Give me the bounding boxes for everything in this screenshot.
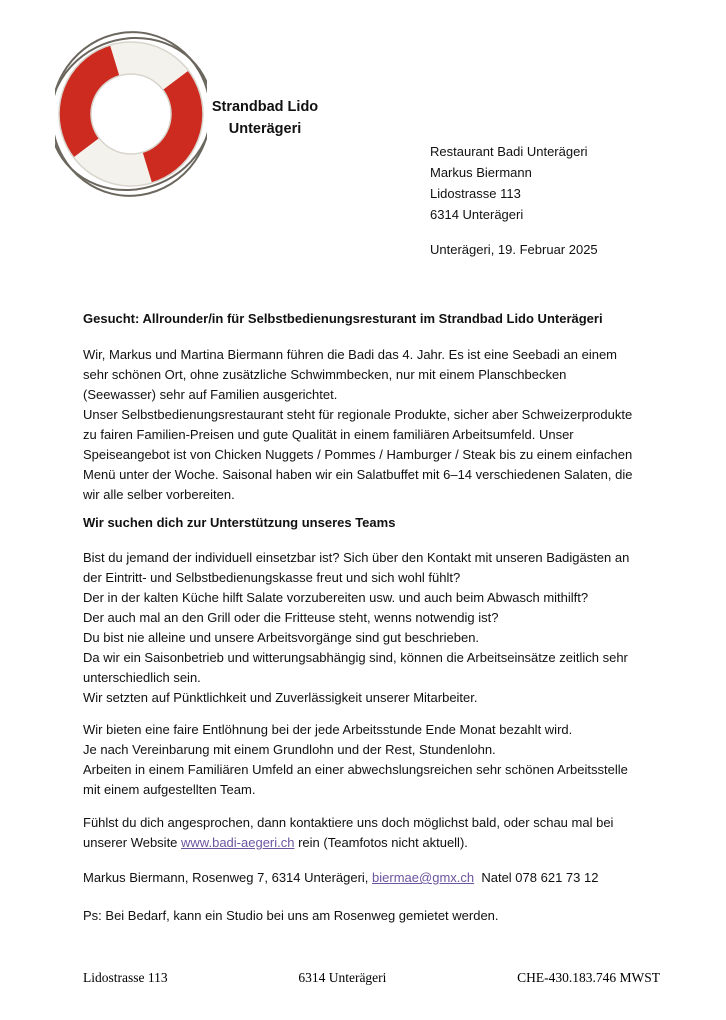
text-line: Du bist nie alleine und unsere Arbeitsvorgänge sind gut beschrieben.	[83, 630, 480, 645]
text-line: Je nach Vereinbarung mit einem Grundlohn und der Rest, Stundenlohn.	[83, 742, 496, 757]
sender-address-block	[430, 141, 588, 225]
footer-city: 6314 Unterägeri	[298, 970, 387, 985]
text-line: sehr schönen Ort, ohne zusätzliche Schwimmbecken, nur mit einem Planschbecken	[83, 367, 567, 382]
page-footer	[83, 970, 660, 986]
text-line: Da wir ein Saisonbetrieb und witterungsabhängig sind, können die Arbeitseinsätze zeitlich sehr	[83, 650, 628, 665]
text-line: Restaurant Badi Unterägeri	[430, 144, 588, 159]
contact-prefix: Markus Biermann, Rosenweg 7, 6314 Unterägeri,	[83, 870, 373, 885]
website-link[interactable]: www.badi-aegeri.ch	[181, 835, 295, 850]
text-line: Menü unter der Woche. Saisonal haben wir ein Salatbuffet mit 6–14 verschiedenen Salaten, die	[83, 467, 633, 482]
lifebuoy-logo-icon	[55, 22, 207, 210]
text-line: Markus Biermann	[430, 165, 532, 180]
profile-paragraph	[83, 548, 683, 708]
contact-suffix: Natel 078 621 73 12	[474, 870, 599, 885]
logo-title-line1: Strandbad Lido	[211, 99, 319, 115]
closing-line1: Fühlst du dich angesprochen, dann kontaktiere uns doch möglichst bald, oder schau mal bei	[83, 815, 614, 830]
footer-vat-number: CHE-430.183.746 MWST	[517, 970, 660, 985]
closing-line2	[83, 833, 683, 853]
closing-paragraph	[83, 813, 683, 853]
text-line: Lidostrasse 113	[430, 186, 521, 201]
ps-line: Ps: Bei Bedarf, kann ein Studio bei uns am Rosenweg gemietet werden.	[83, 908, 499, 923]
subheading: Wir suchen dich zur Unterstützung unseres Teams	[83, 515, 396, 530]
text-line: mit einem aufgestellten Team.	[83, 782, 256, 797]
text-line: der Eintritt- und Selbstbedienungskasse freut und sich wohl fühlt?	[83, 570, 461, 585]
text-line: Der in der kalten Küche hilft Salate vorzubereiten usw. und auch beim Abwasch mithilft?	[83, 590, 589, 605]
text-line: 6314 Unterägeri	[430, 207, 524, 222]
text-line: Wir setzten auf Pünktlichkeit und Zuverlässigkeit unserer Mitarbeiter.	[83, 690, 478, 705]
closing-line2-prefix: unserer Website	[83, 835, 182, 850]
logo-wordmark	[200, 96, 330, 140]
date-line: Unterägeri, 19. Februar 2025	[430, 242, 598, 257]
offer-paragraph	[83, 720, 683, 800]
text-line: Der auch mal an den Grill oder die Fritteuse steht, wenns notwendig ist?	[83, 610, 499, 625]
job-heading: Gesucht: Allrounder/in für Selbstbedienungsresturant im Strandbad Lido Unterägeri	[83, 311, 603, 326]
text-line: Speiseangebot ist von Chicken Nuggets / Pommes / Hamburger / Steak bis zu einem einfachen	[83, 447, 633, 462]
text-line: Bist du jemand der individuell einsetzbar ist? Sich über den Kontakt mit unseren Badigästen an	[83, 550, 630, 565]
email-link[interactable]: biermae@gmx.ch	[372, 870, 475, 885]
text-line: (Seewasser) sehr auf Familien ausgerichtet.	[83, 387, 338, 402]
text-line: Unser Selbstbedienungsrestaurant steht für regionale Produkte, sicher aber Schweizerprodukte	[83, 407, 633, 422]
logo-title-line2: Unterägeri	[228, 121, 302, 137]
text-line: Arbeiten in einem Familiären Umfeld an einer abwechslungsreichen sehr schönen Arbeitsstelle	[83, 762, 628, 777]
lifebuoy-icon	[55, 22, 207, 210]
footer-street: Lidostrasse 113	[83, 970, 168, 985]
text-line: zu fairen Familien-Preisen und gute Qualität in einem familiären Arbeitsumfeld. Unser	[83, 427, 574, 442]
text-line: wir alle selber vorbereiten.	[83, 487, 235, 502]
text-line: Wir, Markus und Martina Biermann führen die Badi das 4. Jahr. Es ist eine Seebadi an einem	[83, 347, 618, 362]
closing-line2-suffix: rein (Teamfotos nicht aktuell).	[294, 835, 468, 850]
text-line: Wir bieten eine faire Entlöhnung bei der jede Arbeitsstunde Ende Monat bezahlt wird.	[83, 722, 573, 737]
contact-line	[83, 868, 683, 888]
intro-paragraph	[83, 345, 683, 505]
text-line: unterschiedlich sein.	[83, 670, 201, 685]
